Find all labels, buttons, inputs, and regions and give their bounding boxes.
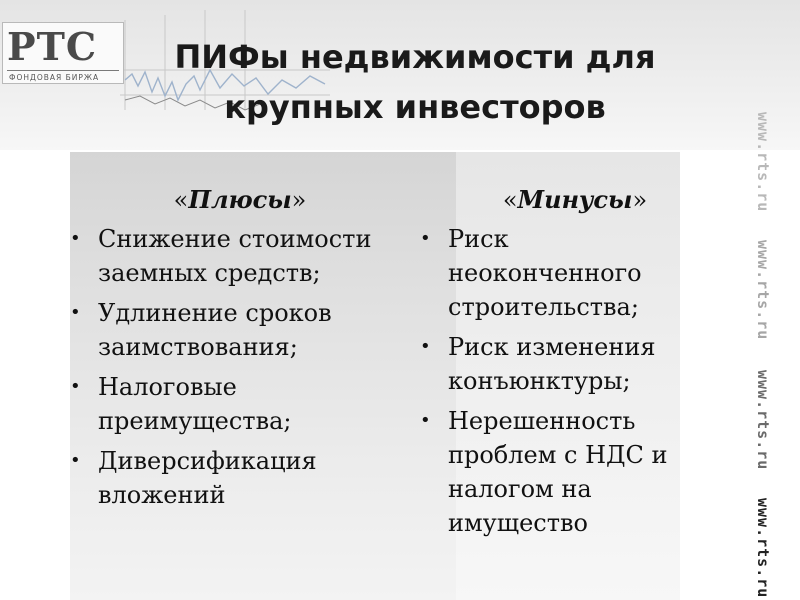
list-item-text: Риск изменения конъюнктуры; (448, 333, 656, 395)
list-item (70, 370, 400, 438)
logo-name: РТС (7, 24, 98, 69)
watermark-text-1: www.rts.ru (754, 112, 772, 213)
list-item (70, 444, 400, 512)
list-item (70, 296, 400, 364)
list-item (420, 222, 700, 324)
bullet-icon: • (420, 410, 431, 431)
cons-list (420, 222, 700, 540)
bullet-icon: • (420, 228, 431, 249)
title-line-1: ПИФы недвижимости для (174, 38, 656, 76)
quote-close: » (291, 186, 307, 214)
list-item-text: Диверсификация вложений (98, 447, 317, 509)
watermark-text-3: www.rts.ru (754, 370, 772, 471)
quote-close: » (632, 186, 648, 214)
cons-heading (440, 182, 710, 218)
bullet-icon: • (70, 376, 81, 397)
bullet-icon: • (70, 228, 81, 249)
pros-heading-text: Плюсы (188, 185, 292, 214)
list-item (420, 330, 700, 398)
cons-heading-text: Минусы (517, 185, 633, 214)
bullet-icon: • (70, 450, 81, 471)
pros-list (70, 222, 400, 512)
watermark-strip (754, 0, 800, 600)
watermark-text-2: www.rts.ru (754, 240, 772, 341)
pros-heading (90, 182, 390, 218)
list-item-text: Налоговые преимущества; (98, 373, 292, 435)
logo-subtitle: ФОНДОВАЯ БИРЖА (9, 73, 100, 82)
rts-logo (2, 22, 124, 84)
list-item (70, 222, 400, 290)
watermark-text-4: www.rts.ru (754, 498, 772, 599)
cons-column (420, 182, 700, 546)
logo-divider (7, 70, 119, 71)
title-line-2: крупных инвесторов (224, 88, 606, 126)
list-item-text: Нерешенность проблем с НДС и налогом на имущество (448, 407, 668, 537)
list-item-text: Риск неоконченного строительства; (448, 225, 642, 321)
bullet-icon: • (420, 336, 431, 357)
list-item (420, 404, 700, 540)
quote-open: « (502, 186, 518, 214)
list-item-text: Снижение стоимости заемных средств; (98, 225, 372, 287)
list-item-text: Удлинение сроков заимствования; (98, 299, 332, 361)
page-title (120, 32, 710, 132)
quote-open: « (173, 186, 189, 214)
bullet-icon: • (70, 302, 81, 323)
pros-column (70, 182, 400, 518)
